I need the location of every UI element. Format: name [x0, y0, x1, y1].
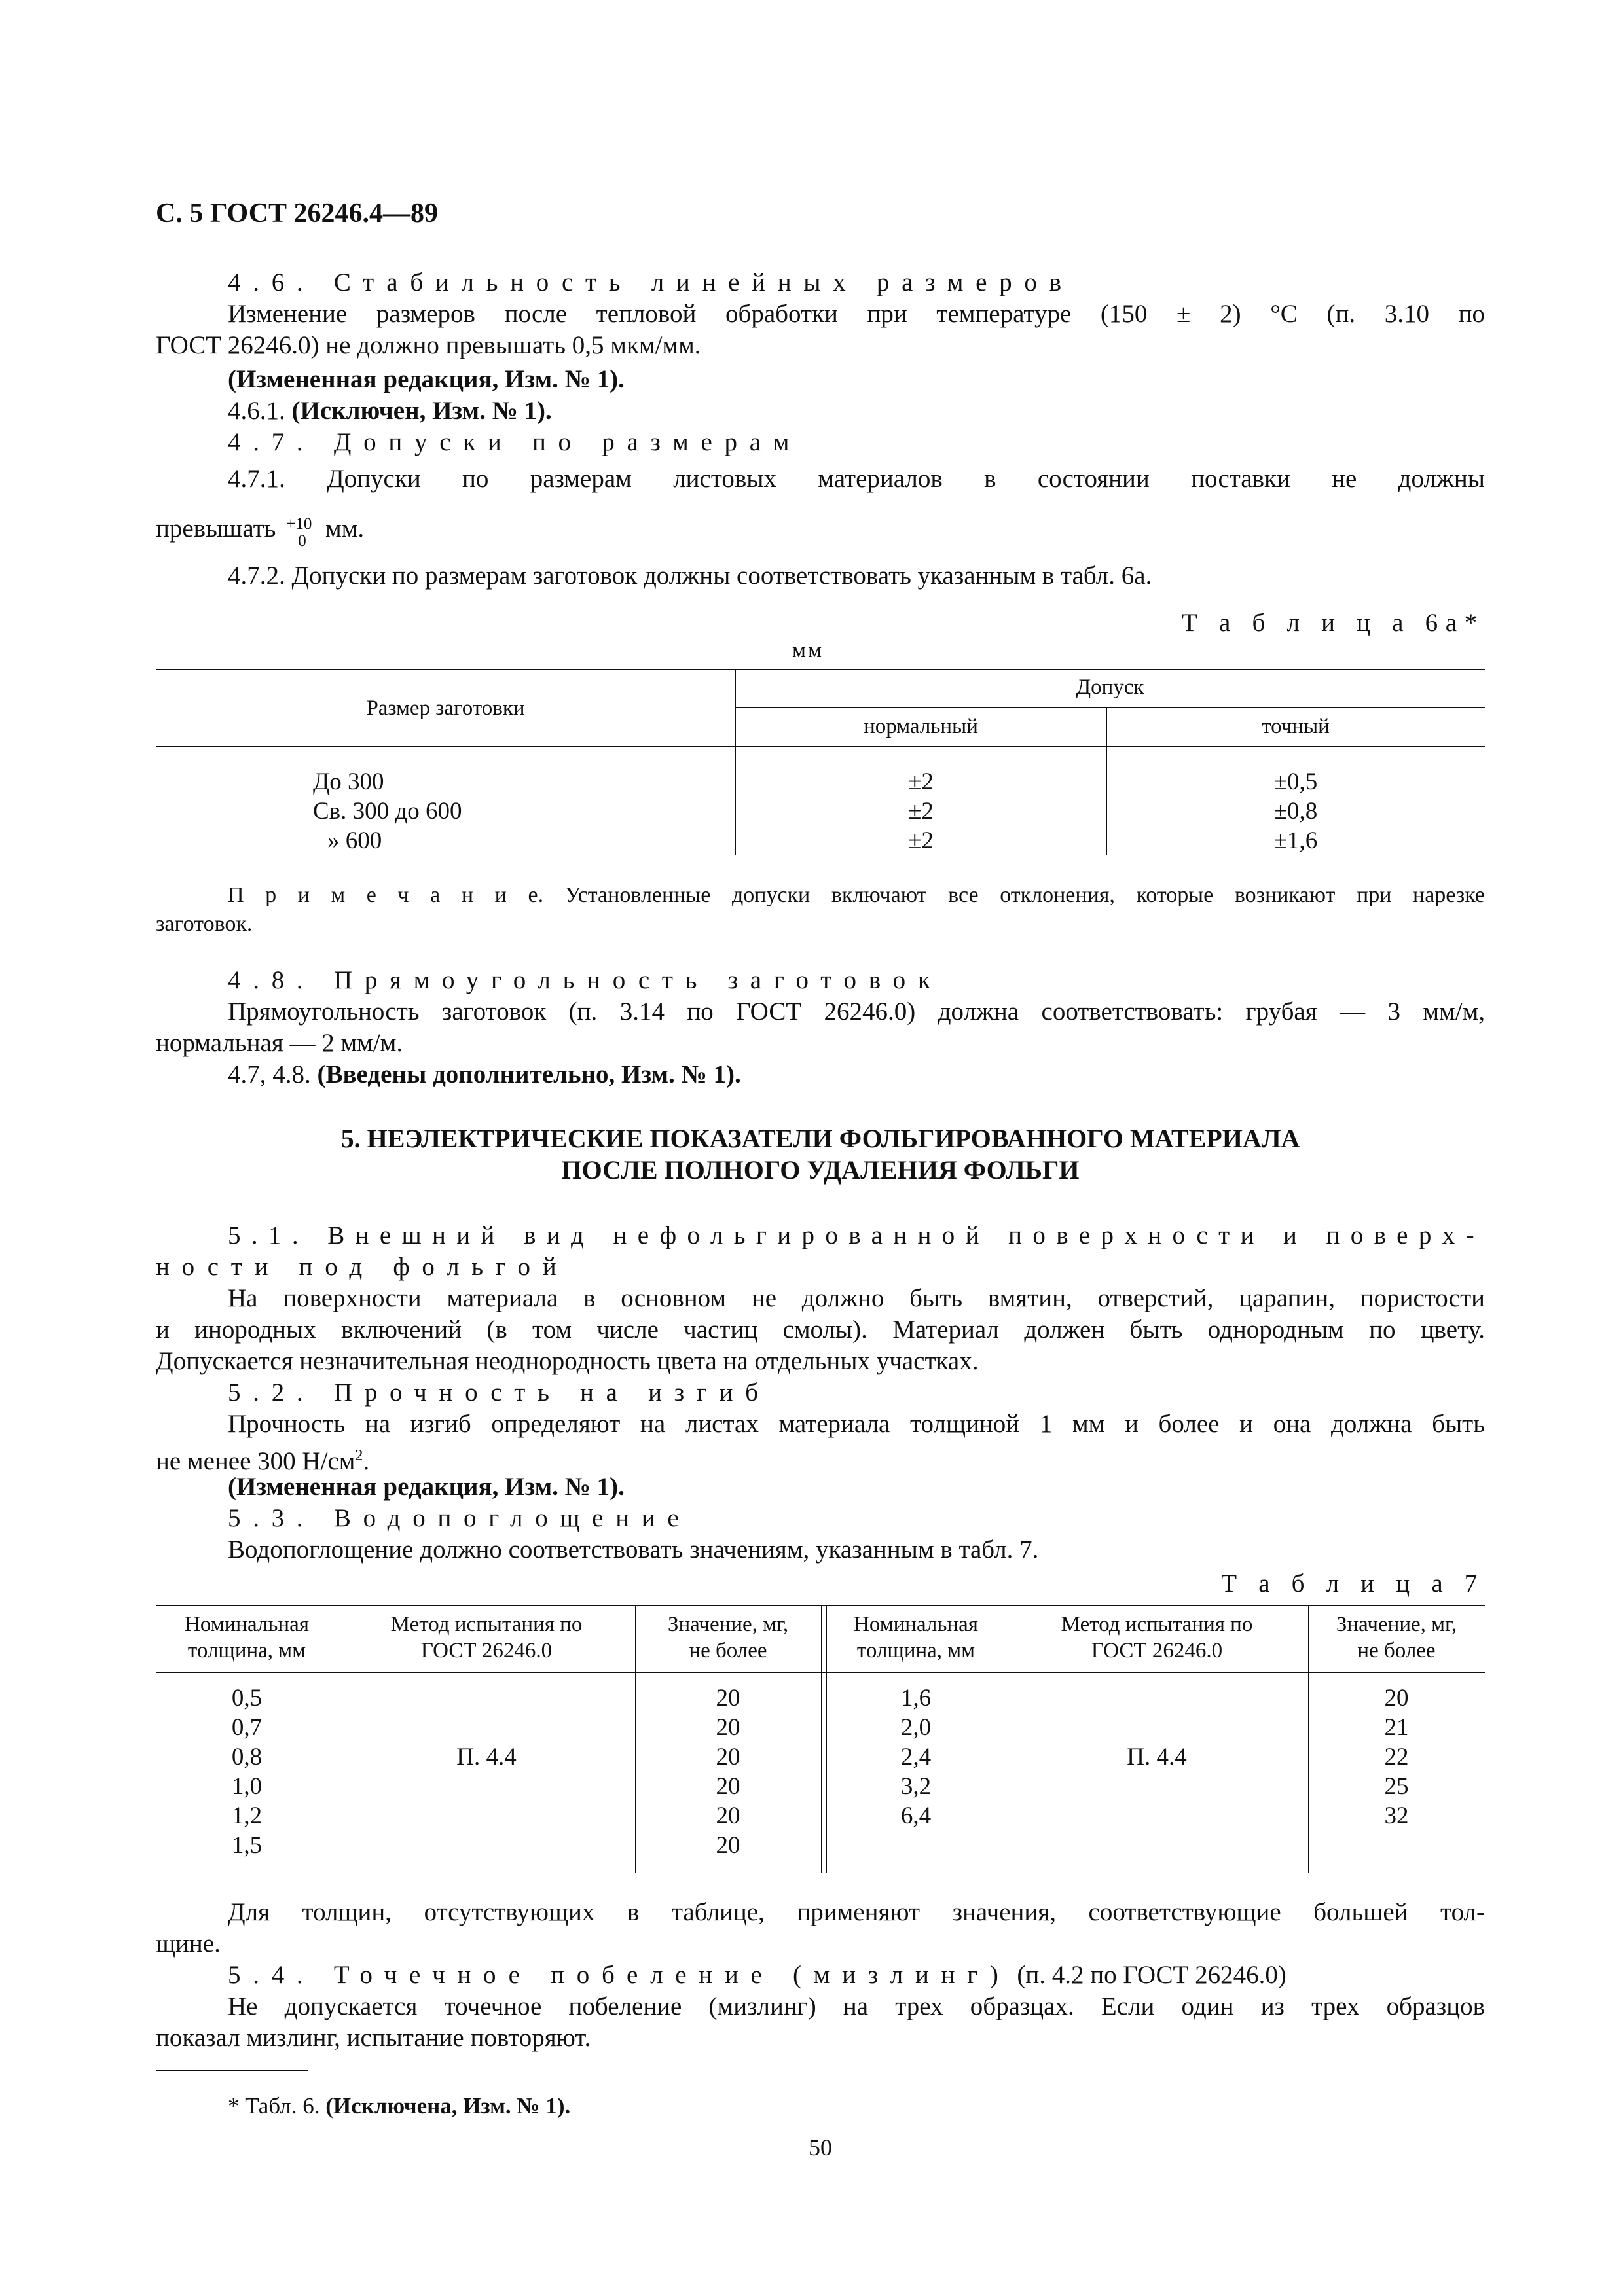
section-5-4-text [156, 1991, 1485, 2054]
table-cell: 1,0 [231, 1773, 263, 1800]
table-cell: 1,5 [231, 1832, 263, 1859]
header-line: ГОСТ 26246.0 [420, 1639, 553, 1662]
table-cell: 20 [716, 1744, 740, 1770]
table-cell: 20 [1384, 1685, 1409, 1712]
amendment-note: (Измененная редакция, Изм. № 1). [228, 365, 625, 393]
section-5-3-text: Водопоглощение должно соответствовать значениям, указанным в табл. 7. [228, 1535, 1039, 1564]
text-line: 4.7.1. Допуски по размерам листовых материалов в состоянии поставки не должны [228, 465, 1485, 493]
table-cell: 1,2 [231, 1803, 263, 1829]
text-line: Допускается незначительная неоднородность цвета на отдельных участках. [156, 1347, 979, 1375]
table-cell: 0,8 [231, 1744, 263, 1770]
table-cell: Св. 300 до 600 [313, 798, 462, 825]
text-line: Не допускается точечное побеление (мизлинг) на трех образцах. Если один из трех образцов [228, 1992, 1485, 2020]
text-fragment: мм. [325, 514, 365, 543]
text-line: ГОСТ 26246.0) не должно превышать 0,5 мкм/мм. [156, 331, 701, 359]
text-fragment: . [363, 1447, 370, 1475]
title-line: 5.1. Внешний вид нефольгированной поверхности и поверх- [228, 1221, 1485, 1249]
text-line: Прочность на изгиб определяют на листах материала толщиной 1 мм и более и она должна быть [228, 1410, 1485, 1438]
text-line: Изменение размеров после тепловой обработки при температуре (150 ± 2) °С (п. 3.10 по [228, 300, 1485, 328]
tolerance-lower: 0 [298, 532, 306, 550]
header-line: Значение, мг, [1336, 1613, 1457, 1636]
table-cell: 6,4 [900, 1803, 932, 1829]
table-rule [156, 1672, 1485, 1673]
amendment-note: (Введены дополнительно, Изм. № 1). [317, 1060, 741, 1088]
table-cell: 20 [716, 1773, 740, 1800]
table-rule [735, 707, 1485, 708]
section-4-7-1 [156, 463, 1485, 495]
table-cell: 20 [716, 1803, 740, 1829]
table-cell: ±2 [908, 768, 934, 795]
column-header [826, 1611, 1006, 1664]
note-line: П р и м е ч а н и е. Установленные допуски включают все отклонения, которые возникают при нарезке [228, 883, 1485, 907]
section-4-7-title: 4.7. Допуски по размерам [228, 428, 802, 456]
table-cell: 0,5 [231, 1685, 263, 1712]
table-rule [156, 746, 1485, 747]
table-rule [156, 1605, 1485, 1606]
column-header [338, 1611, 635, 1664]
header-line: Метод испытания по [1061, 1613, 1253, 1636]
section-5-3-title: 5.3. Водопоглощение [228, 1504, 691, 1532]
clause-number: 4.6.1. [228, 397, 285, 425]
text-line: щине. [156, 1929, 221, 1958]
text-fragment: превышать [156, 514, 276, 543]
table-cell: 21 [1384, 1714, 1409, 1741]
column-header [635, 1611, 821, 1664]
section-4-7-2: 4.7.2. Допуски по размерам заготовок должны соответствовать указанным в табл. 6а. [228, 562, 1152, 590]
section-5-heading: 5. НЕЭЛЕКТРИЧЕСКИЕ ПОКАЗАТЕЛИ ФОЛЬГИРОВАННОГО МАТЕРИАЛА [340, 1124, 1300, 1153]
title-ref: (п. 4.2 по ГОСТ 26246.0) [1017, 1961, 1286, 1989]
table-cell: 0,7 [231, 1714, 263, 1741]
header-line: Метод испытания по [390, 1613, 583, 1636]
section-5-1-text [156, 1283, 1485, 1377]
tolerance-symbol [282, 515, 319, 550]
column-header [156, 1611, 338, 1664]
text-line: нормальная — 2 мм/м. [156, 1029, 403, 1057]
section-5-heading: ПОСЛЕ ПОЛНОГО УДАЛЕНИЯ ФОЛЬГИ [561, 1155, 1080, 1185]
table-cell: 20 [716, 1832, 740, 1859]
table-cell: П. 4.4 [1127, 1744, 1187, 1770]
text-line: Для толщин, отсутствующих в таблице, применяют значения, соответствующие большей тол- [228, 1898, 1485, 1926]
header-line: толщина, мм [856, 1639, 976, 1662]
table-cell: 32 [1384, 1803, 1409, 1829]
section-4-8-title: 4.8. Прямоугольность заготовок [228, 966, 943, 994]
page-header: С. 5 ГОСТ 26246.4—89 [156, 198, 439, 228]
table-cell: До 300 [313, 768, 384, 795]
section-4-7-1-line2 [156, 513, 365, 550]
text-line: Прямоугольность заготовок (п. 3.14 по ГОСТ 26246.0) должна соответствовать: грубая — 3 мм/м, [228, 997, 1485, 1026]
table-cell: ±1,6 [1273, 827, 1318, 854]
table-cell: 3,2 [900, 1773, 932, 1800]
text-line: и инородных включений (в том числе частиц смолы). Материал должен быть однородным по цвету. [156, 1316, 1485, 1344]
table-cell: П. 4.4 [456, 1744, 517, 1770]
header-line: Значение, мг, [667, 1613, 789, 1636]
page-number: 50 [809, 2134, 832, 2161]
section-4-6-1 [156, 395, 552, 427]
footnote [156, 2092, 570, 2121]
column-thickness-right [826, 1683, 1006, 1831]
table-cell: 20 [716, 1685, 740, 1712]
column-header: точный [1262, 715, 1330, 738]
table-cell: ±0,5 [1273, 768, 1318, 795]
section-5-2-text [156, 1408, 1485, 1440]
header-line: ГОСТ 26246.0 [1091, 1639, 1223, 1662]
section-4-6-title: 4.6. Стабильность линейных размеров [228, 268, 1074, 296]
section-5-1-title [156, 1220, 1485, 1251]
amendment-note: (Исключен, Изм. № 1). [291, 397, 552, 425]
table-cell: 1,6 [900, 1685, 932, 1712]
table-cell: 2,0 [900, 1714, 932, 1741]
table-cell: ±2 [908, 827, 934, 854]
superscript: 2 [355, 1447, 363, 1464]
table-cell: 25 [1384, 1773, 1409, 1800]
table-cell: ±2 [908, 798, 934, 825]
table-cell: » 600 [327, 827, 382, 854]
column-header [1308, 1611, 1485, 1664]
column-header [1006, 1611, 1308, 1664]
table-6a-units: мм [792, 639, 824, 662]
column-header: Допуск [1076, 675, 1144, 699]
clause-number: 4.7, 4.8. [228, 1060, 311, 1088]
header-line: не более [1357, 1639, 1436, 1662]
column-thickness-left [156, 1683, 338, 1860]
note-line: заготовок. [156, 912, 253, 936]
footnote-rule [156, 2070, 308, 2071]
table-cell: 22 [1384, 1744, 1409, 1770]
header-line: толщина, мм [187, 1639, 306, 1662]
amendment-note: (Измененная редакция, Изм. № 1). [228, 1473, 625, 1501]
section-4-8-text [156, 996, 1485, 1059]
section-5-4-title [156, 1960, 1286, 1991]
section-4-6-text [156, 298, 1485, 361]
section-4-8-intro [156, 1059, 741, 1090]
table-6a-caption: Т а б л и ц а 6а* [1182, 609, 1485, 637]
column-value-right [1308, 1683, 1485, 1831]
column-header: Размер заготовки [366, 696, 525, 720]
table-rule [156, 669, 1485, 670]
title-text: 5.4. Точечное побеление (мизлинг) [228, 1961, 1011, 1989]
footnote-mark: * Табл. 6. [228, 2093, 320, 2119]
header-line: не более [689, 1639, 767, 1662]
table-rule [821, 1605, 822, 1873]
table-cell: ±0,8 [1273, 798, 1318, 825]
table-6a-note [156, 881, 1485, 939]
table-7-caption: Т а б л и ц а 7 [1221, 1570, 1485, 1598]
header-line: Номинальная [185, 1613, 309, 1636]
tolerance-upper: +10 [286, 515, 312, 533]
column-value-left [635, 1683, 821, 1860]
section-5-2-title: 5.2. Прочность на изгиб [228, 1378, 771, 1407]
table-cell: 2,4 [900, 1744, 932, 1770]
text-line: На поверхности материала в основном не должно быть вмятин, отверстий, царапин, пористости [228, 1284, 1485, 1312]
table-7-remark [156, 1897, 1485, 1960]
text-fragment: не менее 300 Н/см [156, 1447, 356, 1475]
section-5-1-title: ности под фольгой [156, 1253, 569, 1281]
text-line: показал мизлинг, испытание повторяют. [156, 2024, 591, 2052]
column-header: нормальный [864, 715, 978, 738]
header-line: Номинальная [854, 1613, 978, 1636]
table-cell: 20 [716, 1714, 740, 1741]
footnote-text: (Исключена, Изм. № 1). [325, 2093, 571, 2119]
